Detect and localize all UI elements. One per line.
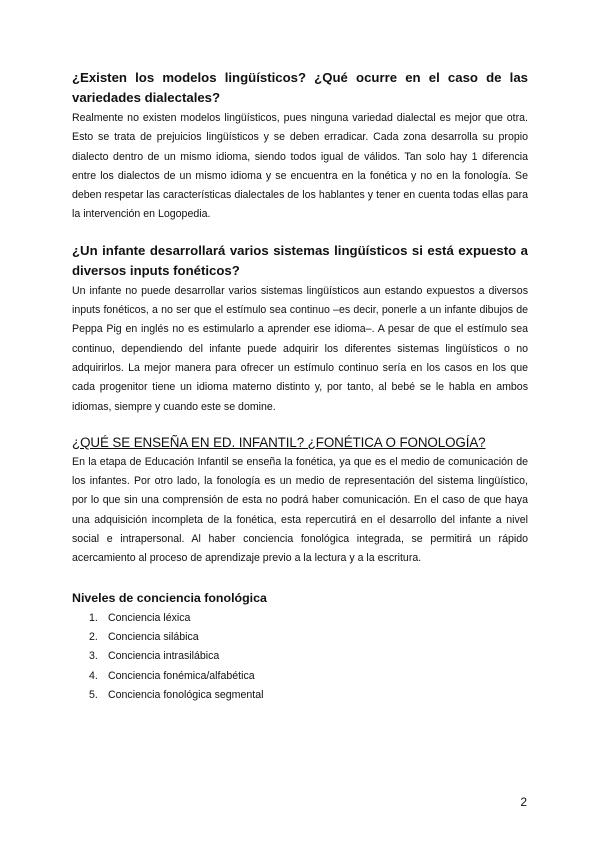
list-item (72, 667, 528, 686)
list-item-number: 1. (89, 611, 98, 624)
section-heading: ¿Un infante desarrollará varios sistemas lingüísticos si está expuesto a diversos inputs fonéticos? (72, 242, 528, 278)
document-page (72, 68, 528, 706)
list-item-label: Conciencia fonémica/alfabética (108, 669, 255, 682)
section-heading: ¿QUÉ SE ENSEÑA EN ED. INFANTIL? ¿FONÉTICA O FONOLOGÍA? (72, 434, 486, 450)
section-infant-education (72, 433, 528, 569)
list-item-label: Conciencia léxica (108, 611, 191, 624)
list-item-number: 5. (89, 689, 98, 702)
list-item-number: 2. (89, 631, 98, 644)
section-paragraph: Realmente no existen modelos lingüísticos, pues ninguna variedad dialectal es mejor que otra. Esto se trata de prejuicios lingüísticos y se deben erradicar. Cada zona desarrolla su propio dialecto dentro de un mismo idioma, siendo todos igual de válidos. Tan solo hay 1 diferencia entre los dialectos de un mismo idioma y se encuentra en la fonética y no en la fonología. Se deben respetar las características dialectales de los hablantes y tener en cuenta todas ellas para la intervención en Logopedia. (72, 112, 528, 221)
section-paragraph: Un infante no puede desarrollar varios sistemas lingüísticos aun estando expuestos a diversos inputs fonéticos, a no ser que el estímulo sea continuo –es decir, ponerle a un infante dibujos de Peppa Pig en inglés no es estimularlo a aprender ese idioma–. A pesar de que el estímulo sea continuo, dependiendo del infante puede adquirir los diferentes sistemas lingüísticos o no adquirirlos. La mejor manera para ofrecer un estímulo continuo sería en los casos en los que cada progenitor tiene un idioma materno distinto y, por tanto, al bebé se le habla en ambos idiomas, siempre y cuando este se domine. (72, 284, 528, 413)
list-item (72, 647, 528, 666)
section-paragraph: En la etapa de Educación Infantil se enseña la fonética, ya que es el medio de comunicación de los infantes. Por otro lado, la fonología es un medio de representación del sistema lingüístico, por lo que sin una comprensión de esta no podrá haber comunicación. En el caso de que haya una adquisición incompleta de la fonética, esta repercutirá en el desarrollo del infante a nivel social e intrapersonal. Al haber conciencia fonológica integrada, se permitirá un rápido acercamiento al proceso de aprendizaje previo a la lectura y a la escritura. (72, 455, 528, 565)
levels-heading: Niveles de conciencia fonológica (72, 590, 267, 605)
list-item-number: 4. (89, 669, 98, 682)
list-item-label: Conciencia silábica (108, 631, 199, 644)
list-item-label: Conciencia fonológica segmental (108, 689, 264, 702)
list-item (72, 609, 528, 628)
levels-list (72, 609, 528, 706)
page-number: 2 (520, 795, 527, 809)
list-item (72, 628, 528, 647)
section-heading: ¿Existen los modelos lingüísticos? ¿Qué ocurre en el caso de las variedades dialectales? (72, 70, 528, 105)
list-item (72, 686, 528, 705)
list-item-label: Conciencia intrasilábica (108, 650, 220, 663)
section-dialect-models (72, 68, 528, 225)
list-item-number: 3. (89, 650, 98, 663)
section-phonetic-inputs (72, 241, 528, 417)
